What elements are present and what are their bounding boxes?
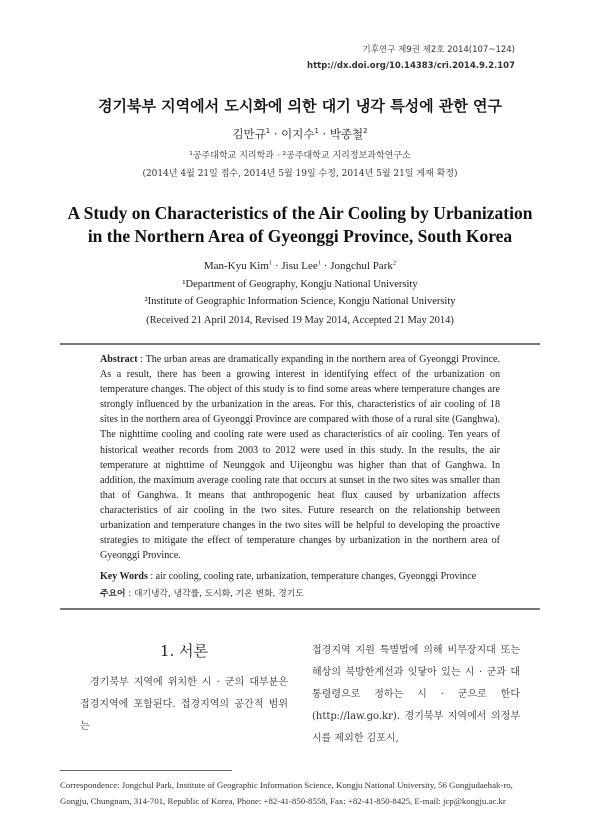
- keywords-text: : air cooling, cooling rate, urbanization, temperature changes, Gyeonggi Province: [147, 571, 477, 583]
- author-sup: 1: [314, 127, 319, 136]
- author-sup: 1: [268, 259, 273, 267]
- author: Jisu Lee: [281, 260, 318, 272]
- right-column: [312, 640, 520, 750]
- korean-keywords: [100, 587, 500, 602]
- english-dates: (Received 21 April 2014, Revised 19 May 2014, Accepted 21 May 2014): [146, 315, 454, 326]
- divider: [60, 608, 540, 610]
- author-sup: 2: [392, 259, 397, 267]
- abstract-label: Abstract: [100, 354, 138, 365]
- korean-dates: (2014년 4월 21일 접수, 2014년 5월 19일 수정, 2014년 5월 21일 게재 확정): [142, 169, 458, 179]
- author-sup: 1: [265, 127, 271, 136]
- author-sup: 1: [317, 259, 322, 267]
- english-affiliation-2: ²Institute of Geographic Information Science, Kongju National University: [144, 296, 456, 307]
- english-title: [60, 202, 540, 248]
- right-column-text: 접경지역 지원 특별법에 의해 비무장지대 또는 해상의 북방한계선과 잇닿아 있는 시 · 군과 대통령령으로 정하는 시 · 군으로 한다(http://law.go.kr). 경기북부 지역에서 의정부시를 제외한 김포시,: [312, 645, 520, 745]
- left-column: [80, 640, 288, 750]
- english-authors: Man-Kyu Kim$^1$ · Jisu Lee$^1$ · Jongchul Park$^2$: [203, 259, 397, 272]
- english-affiliation-1: ¹Department of Geography, Kongju National University: [182, 279, 418, 290]
- journal-info: 기후연구 제9권 제2호 2014(107~124): [362, 45, 515, 55]
- korean-keywords-text: : 대기냉각, 냉각률, 도시화, 기온 변화, 경기도: [125, 589, 304, 600]
- korean-affiliation: ¹공주대학교 지리학과 · ²공주대학교 지리정보과학연구소: [189, 151, 411, 161]
- doi-link[interactable]: http://dx.doi.org/10.14383/cri.2014.9.2.107: [307, 61, 515, 71]
- author: 김만규: [232, 127, 266, 141]
- section-heading: 1. 서론: [159, 642, 209, 661]
- korean-authors: 김만규$^1$ · 이지수$^1$ · 박종철$^2$: [232, 127, 368, 141]
- korean-title: 경기북부 지역에서 도시화에 의한 대기 냉각 특성에 관한 연구: [97, 97, 503, 115]
- keywords: [100, 569, 500, 584]
- english-title-line: A Study on Characteristics of the Air Cooling by Urbanization: [67, 203, 533, 223]
- abstract-text: : The urban areas are dramatically expanding in the northern area of Gyeonggi Province. As a result, there has been a growing interest in identifying effect of the urbanization on temperature changes. The object of this study is to find some areas where temperature changes are strongly influenced by the urbanization in the areas. For this, characteristics of air cooling of 18 sites in the northern area of Gyeonggi Province are compared with those of a rural site (Ganghwa). The nighttime cooling and cooling rate were used as characteristics of air cooling. Ten years of historical weather records from 2003 to 2012 were used in this study. In the results, the air temperature at nighttime of Neunggok and Uijeongbu was higher than that of Ganghwa. In addition, the maximum average cooling rate that occurs at sunset in the two sites was smaller than that of Ganghwa. It means that anthropogenic heat flux caused by urbanization affects characteristics of air cooling in the two sites. Future research on the relationship between urbanization and temperature changes in the two sites will be helpful to developing the proactive strategies to mitigate the effect of temperature changes by urbanization in the northern area of Gyeonggi Province.: [100, 354, 500, 562]
- author: Jongchul Park: [330, 260, 393, 272]
- footnote-divider: [60, 770, 232, 771]
- author: 이지수: [281, 127, 315, 141]
- abstract-section: [60, 345, 540, 608]
- korean-keywords-label: 주요어: [100, 589, 126, 600]
- author: 박종철: [329, 127, 364, 141]
- left-column-text: 경기북부 지역에 위치한 시 · 군의 대부분은 접경지역에 포함된다. 접경지역의 공간적 범위는: [80, 677, 288, 733]
- author: Man-Kyu Kim: [203, 260, 269, 272]
- correspondence-footnote: Correspondence: Jongchul Park, Institute of Geographic Information Science, Kongju National University, 56 Gongjudaehak-ro, Gongju, Chungnam, 314-701, Republic of Korea, Phone: +82-41-850-8558, Fax: +82-41-850-8425, E-mail: jcp@kongju.ac.kr: [60, 780, 513, 807]
- author-sup: 2: [363, 127, 368, 136]
- body-columns: [60, 640, 540, 750]
- english-title-line: in the Northern Area of Gyeonggi Province, South Korea: [87, 226, 513, 246]
- keywords-label: Key Words: [100, 571, 148, 583]
- abstract: [100, 352, 500, 563]
